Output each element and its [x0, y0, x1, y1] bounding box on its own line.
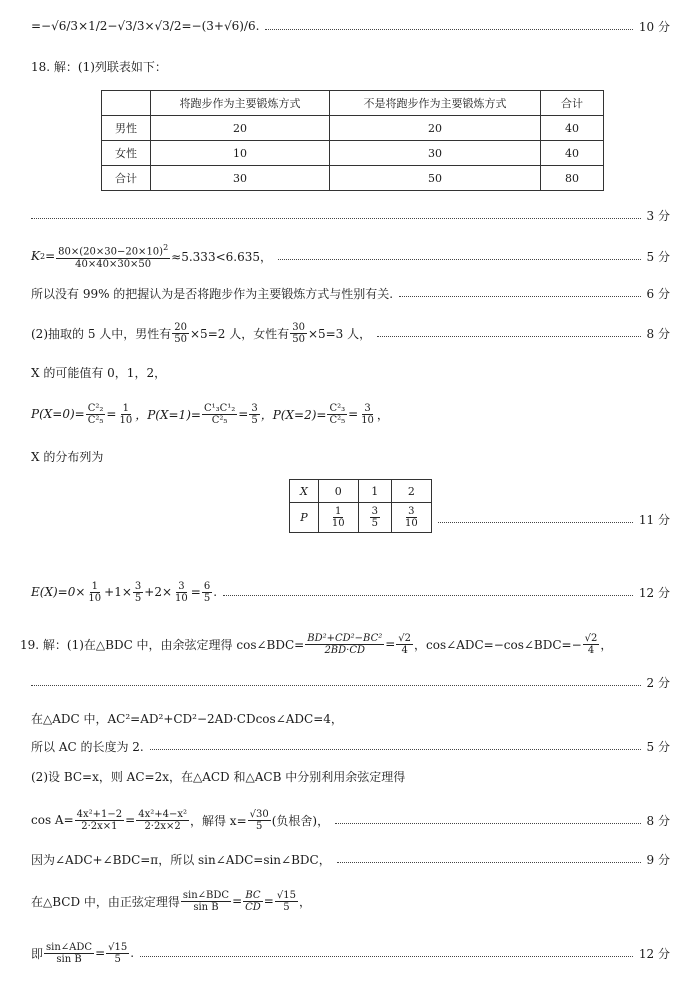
- table-cell: [102, 91, 151, 116]
- table-cell: 男性: [102, 116, 151, 141]
- table-cell: 女性: [102, 141, 151, 166]
- fraction: [86, 581, 103, 604]
- fraction: [172, 322, 189, 345]
- numerator: C²₃: [329, 402, 346, 414]
- denominator: sin B: [56, 953, 82, 965]
- dist-title: X 的分布列为: [31, 449, 104, 464]
- fraction: [75, 809, 125, 832]
- probs-line: [31, 398, 670, 430]
- numerator: √15: [108, 941, 128, 953]
- denominator: 5: [114, 953, 121, 965]
- q19-line8: [31, 885, 670, 917]
- score-line-3: [31, 203, 670, 227]
- fraction: [86, 403, 106, 426]
- denominator: 40×40×30×50: [75, 258, 152, 270]
- fraction: [330, 506, 347, 529]
- k2-line: [31, 240, 670, 272]
- text: +1×: [104, 585, 132, 599]
- score: 6 分: [646, 286, 670, 301]
- text: ，: [376, 407, 389, 422]
- denominator: 2·2x×2: [144, 820, 181, 832]
- text: +2×: [144, 585, 173, 599]
- table-cell: 30: [330, 141, 541, 166]
- denominator: 10: [119, 414, 133, 426]
- text: ，P(X=1)=: [135, 407, 201, 422]
- conclusion-line: [31, 281, 670, 305]
- score: 5 分: [646, 249, 670, 264]
- denominator: CD: [245, 901, 261, 913]
- numerator: C²₂: [87, 402, 104, 414]
- denominator: 4: [587, 644, 595, 656]
- table-cell: 20: [330, 116, 541, 141]
- q18-heading: [31, 54, 670, 78]
- denominator: C²₅: [87, 414, 104, 426]
- score: 12 分: [638, 585, 670, 600]
- fraction: [136, 809, 189, 832]
- text: =: [125, 813, 136, 827]
- dot-leader: [223, 594, 633, 596]
- denominator: 50: [174, 333, 187, 345]
- dot-leader: [377, 335, 640, 337]
- fraction: [583, 633, 600, 656]
- fraction: [403, 506, 420, 529]
- k-symbol: K: [31, 249, 40, 263]
- table-row: [102, 166, 604, 191]
- numerator: sin∠BDC: [182, 889, 230, 901]
- values-text: X 的可能值有 0，1，2，: [31, 365, 167, 380]
- text: .: [213, 585, 218, 599]
- dot-leader: [140, 955, 633, 957]
- text: E(X)=0×: [31, 585, 86, 599]
- fraction: [44, 942, 94, 965]
- exponent: 2: [163, 243, 169, 253]
- numerator: 3: [408, 506, 415, 517]
- score: 8 分: [646, 326, 670, 341]
- fraction: [305, 633, 384, 656]
- text: ，: [298, 894, 311, 909]
- numerator: BC: [245, 889, 261, 901]
- text: =: [385, 637, 396, 651]
- denominator: 10: [175, 592, 188, 604]
- q19-line1: [20, 628, 670, 660]
- fraction: [133, 581, 143, 604]
- table-cell: 10: [151, 141, 330, 166]
- text: 在△BCD 中，由正弦定理得: [31, 894, 180, 909]
- denominator: 5: [203, 592, 211, 604]
- text: (负根舍)，: [271, 813, 330, 828]
- denominator: 5: [251, 414, 258, 426]
- text: (2)抽取的 5 人中，男性有: [31, 326, 172, 341]
- score: 12 分: [638, 946, 670, 961]
- numerator: BD²+CD²−BC²: [307, 632, 383, 644]
- table-cell: 20: [151, 116, 330, 141]
- table-cell: 合计: [541, 91, 604, 116]
- denominator: 5: [255, 820, 263, 832]
- denominator: 10: [404, 518, 418, 529]
- q19-line5: [31, 764, 670, 788]
- table-row: [290, 480, 432, 503]
- text: =: [95, 946, 106, 960]
- text: ，cos∠ADC=−cos∠BDC=−: [414, 637, 582, 652]
- q19-line3: [31, 706, 670, 730]
- fraction: [370, 506, 380, 529]
- numerator: 4x²+4−x²: [138, 808, 187, 820]
- table-cell: 40: [541, 116, 604, 141]
- text: 所以 AC 的长度为 2.: [31, 739, 144, 754]
- fraction: [202, 581, 212, 604]
- denominator: 2BD·CD: [324, 644, 366, 656]
- score: 3 分: [646, 208, 670, 223]
- q19-line6: [31, 804, 670, 836]
- text: 19. 解：(1)在△BDC 中，由余弦定理得 cos∠BDC=: [20, 637, 305, 652]
- text: =: [232, 894, 243, 908]
- text: =: [238, 407, 249, 421]
- score-line-2: [31, 670, 670, 694]
- text: 在△ADC 中，AC²=AD²+CD²−2AD·CDcos∠ADC=4，: [31, 711, 343, 726]
- part2-line: [31, 318, 670, 348]
- fraction: [327, 403, 347, 426]
- fraction: [290, 322, 307, 345]
- dot-leader: [31, 217, 641, 219]
- table-cell: 0: [318, 480, 358, 503]
- table-cell: 40: [541, 141, 604, 166]
- text: ，: [600, 637, 613, 652]
- conclusion-text: 所以没有 99% 的把握认为是否将跑步作为主要锻炼方式与性别有关.: [31, 286, 394, 301]
- dot-leader: [31, 684, 641, 686]
- dot-leader: [335, 822, 640, 824]
- score-line-11: [438, 507, 670, 531]
- table-cell: 50: [330, 166, 541, 191]
- denominator: C²₅: [211, 414, 228, 426]
- numerator: 80×(20×30−20×10): [58, 246, 164, 258]
- text: =: [348, 407, 359, 421]
- text: =: [106, 407, 117, 421]
- fraction: [117, 403, 134, 426]
- numerator: 3: [251, 402, 258, 414]
- numerator: 3: [134, 580, 142, 592]
- table-cell: [318, 503, 358, 533]
- text: P(X=0)=: [31, 407, 85, 421]
- numerator: √2: [584, 632, 598, 644]
- q19-line7: [31, 847, 670, 871]
- values-line: [31, 360, 670, 384]
- fraction: [249, 403, 259, 426]
- fraction: [202, 403, 237, 426]
- table-cell: [358, 503, 391, 533]
- text: 因为∠ADC+∠BDC=π，所以 sin∠ADC=sin∠BDC，: [31, 852, 331, 867]
- denominator: sin B: [193, 901, 219, 913]
- numerator: √15: [276, 889, 296, 901]
- denominator: 5: [134, 592, 142, 604]
- numerator: 1: [91, 580, 98, 592]
- fraction: [248, 809, 271, 832]
- denominator: 4: [401, 644, 408, 656]
- expectation-line: [31, 577, 670, 607]
- text: (2)设 BC=x，则 AC=2x，在△ACD 和△ACB 中分别利用余弦定理得: [31, 769, 406, 784]
- table-row: [102, 116, 604, 141]
- contingency-table: [101, 90, 604, 191]
- table-cell: 80: [541, 166, 604, 191]
- score: 2 分: [646, 675, 670, 690]
- numerator: sin∠ADC: [46, 941, 93, 953]
- table-header-row: [102, 91, 604, 116]
- denominator: 2·2x×1: [81, 820, 118, 832]
- table-cell: 将跑步作为主要锻炼方式: [151, 91, 330, 116]
- exponent: 2: [39, 251, 46, 261]
- table-cell: 不是将跑步作为主要锻炼方式: [330, 91, 541, 116]
- numerator: 1: [122, 402, 130, 414]
- text: cos A=: [31, 813, 74, 827]
- score: 5 分: [646, 739, 670, 754]
- numerator: 20: [174, 321, 187, 333]
- score: 9 分: [646, 852, 670, 867]
- dot-leader: [150, 748, 641, 750]
- numerator: √30: [249, 808, 269, 820]
- dot-leader: [337, 861, 641, 863]
- dot-leader: [438, 521, 633, 523]
- score: 8 分: [646, 813, 670, 828]
- denominator: 10: [331, 518, 345, 529]
- numerator: 30: [292, 321, 305, 333]
- top-formula: =−√6/3×1/2−√3/3×√3/2=−(3+√6)/6.: [31, 19, 260, 33]
- text: ×5=2 人，女性有: [190, 326, 290, 341]
- dist-title-line: [31, 444, 670, 468]
- denominator: 10: [88, 592, 102, 604]
- score: 11 分: [638, 512, 670, 527]
- heading-text: 18. 解：(1)列联表如下：: [31, 59, 167, 74]
- equals: =: [45, 249, 56, 263]
- text: ，P(X=2)=: [260, 407, 327, 422]
- fraction: [359, 403, 376, 426]
- text: 即: [31, 946, 44, 961]
- fraction: [396, 633, 413, 656]
- text: =: [190, 585, 201, 599]
- denominator: 10: [361, 414, 374, 426]
- text: ，解得 x=: [189, 813, 247, 828]
- dot-leader: [265, 28, 633, 30]
- table-cell: X: [290, 480, 319, 503]
- numerator: 3: [364, 402, 371, 414]
- fraction: [243, 890, 263, 913]
- numerator: 3: [178, 580, 185, 592]
- formula-text: ≈5.333<6.635，: [171, 249, 272, 264]
- table-cell: 30: [151, 166, 330, 191]
- text: =: [263, 894, 274, 908]
- table-row: [102, 141, 604, 166]
- numerator: C¹₃C¹₂: [203, 402, 236, 414]
- denominator: C²₅: [329, 414, 346, 426]
- table-cell: [391, 503, 431, 533]
- q19-line4: [31, 734, 670, 758]
- table-cell: 1: [358, 480, 391, 503]
- dot-leader: [399, 295, 640, 297]
- distribution-table: [289, 479, 432, 533]
- fraction: [181, 890, 231, 913]
- denominator: 5: [283, 901, 290, 913]
- table-cell: 合计: [102, 166, 151, 191]
- numerator: 4x²+1−2: [76, 808, 123, 820]
- denominator: 50: [292, 333, 305, 345]
- fraction: [275, 890, 298, 913]
- numerator: 6: [203, 580, 211, 592]
- numerator: √2: [398, 632, 412, 644]
- fraction: [173, 581, 190, 604]
- denominator: 5: [371, 518, 378, 529]
- fraction: [56, 242, 170, 269]
- q19-line9: [31, 937, 670, 969]
- numerator: 1: [335, 506, 342, 517]
- top-line: [31, 14, 670, 38]
- score: 10 分: [638, 19, 670, 34]
- text: .: [130, 946, 135, 960]
- table-cell: 2: [391, 480, 431, 503]
- text: ×5=3 人，: [307, 326, 372, 341]
- numerator: 3: [371, 506, 378, 517]
- fraction: [106, 942, 129, 965]
- table-row: [290, 503, 432, 533]
- dot-leader: [278, 258, 641, 260]
- table-cell: P: [290, 503, 319, 533]
